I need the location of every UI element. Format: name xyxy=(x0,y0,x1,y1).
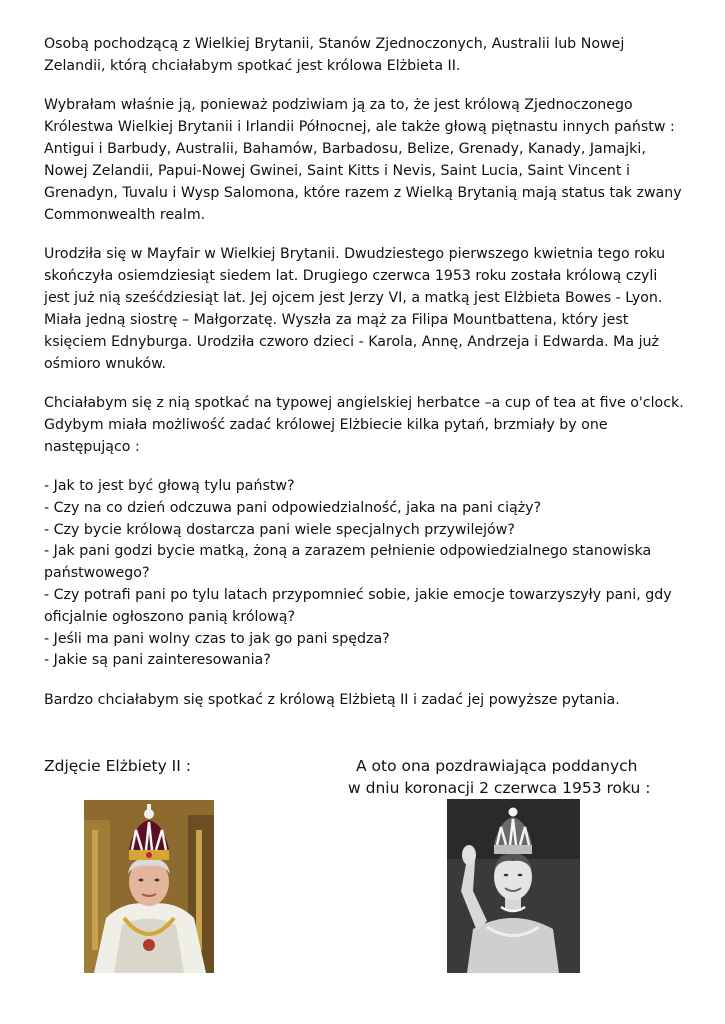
biography-paragraph: Urodziła się w Mayfair w Wielkiej Brytanii. Dwudziestego pierwszego kwietnia tego roku skończyła osiemdziesiąt siedem lat. Drugiego czerwca 1953 roku została królową czyli jest już nią sześćdziesiąt lat. Jej ojcem jest Jerzy VI, a matką jest Elżbieta Bowes - Lyon. Miała jedną siostrę – Małgorzatę. Wyszła za mąż za Filipa Mountbattena, który jest księciem Ednyburga. Urodziła czworo dzieci - Karola, Annę, Andrzeja i Edwarda. Ma już ośmioro wnuków. xyxy=(44,246,666,372)
tea-paragraph: Chciałabym się z nią spotkać na typowej angielskiej herbatce –a cup of tea at five o'clock. xyxy=(44,395,684,411)
list-item: - Jak pani godzi bycie matką, żoną a zarazem pełnienie odpowiedzialnego stanowiska państwowego? xyxy=(44,543,652,582)
closing-paragraph: Bardzo chciałabym się spotkać z królową Elżbietą II i zadać jej powyższe pytania. xyxy=(44,692,620,709)
questions-list xyxy=(44,476,684,672)
reason-paragraph: Wybrałam właśnie ją, ponieważ podziwiam ją za to, że jest królową Zjednoczonego Królestwa Wielkiej Brytanii i Irlandii Północnej, ale także głową piętnastu innych państw : Antigui i Barbudy, Australii, Bahamów, Barbadosu, Belize, Grenady, Kanady, Jamajki, Nowej Zelandii, Papui-Nowej Gwinei, Saint Kitts i Nevis, Saint Lucia, Saint Vincent i Grenadyn, Tuvalu i Wysp Salomona, które razem z Wielką Brytanią mają status tak zwany Commonwealth realm. xyxy=(44,97,682,223)
list-item: - Jak to jest być głową tylu państw? xyxy=(44,478,295,494)
list-item: - Jakie są pani zainteresowania? xyxy=(44,652,271,669)
intro-paragraph: Osobą pochodzącą z Wielkiej Brytanii, Stanów Zjednoczonych, Australii lub Nowej Zelandii, którą chciałabym spotkać jest królowa Elżbieta II. xyxy=(44,36,625,74)
left-photo-caption: Zdjęcie Elżbiety II : xyxy=(44,757,191,775)
questions-intro-paragraph: Gdybym miała możliwość zadać królowej Elżbiecie kilka pytań, brzmiały by one następująco : xyxy=(44,417,608,455)
list-item: - Czy na co dzień odczuwa pani odpowiedzialność, jaka na pani ciąży? xyxy=(44,499,542,516)
list-item: - Jeśli ma pani wolny czas to jak go pani spędza? xyxy=(44,630,390,647)
right-photo-caption-line2: w dniu koronacji 2 czerwca 1953 roku : xyxy=(348,779,651,797)
right-photo-caption-line1: A oto ona pozdrawiająca poddanych xyxy=(356,757,638,775)
document-body xyxy=(44,33,684,728)
list-item: - Czy bycie królową dostarcza pani wiele specjalnych przywilejów? xyxy=(44,521,515,538)
queen-portrait-photo xyxy=(84,800,214,973)
coronation-photo xyxy=(447,799,580,973)
list-item: - Czy potrafi pani po tylu latach przypomnieć sobie, jakie emocje towarzyszyły pani, gdy oficjalnie ogłoszono panią królową? xyxy=(44,586,672,625)
